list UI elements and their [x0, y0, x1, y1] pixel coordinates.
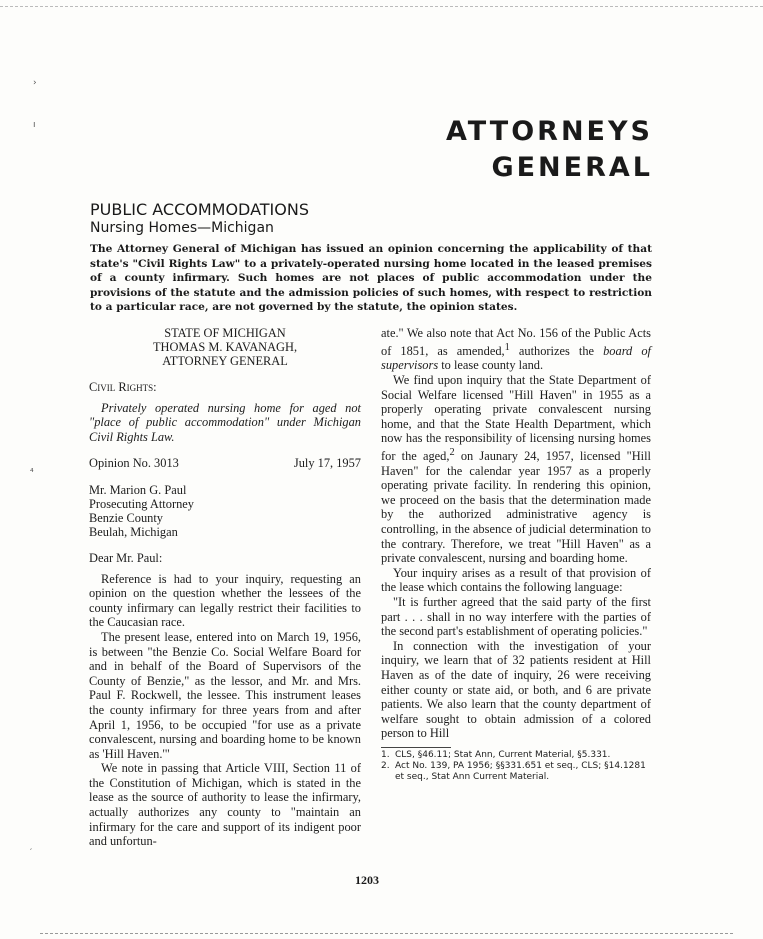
top-border: [0, 6, 763, 7]
body-paragraph: The present lease, entered into on March 19, 1956, is between "the Benzie Co. Social Welfare Board for and in behalf of the Board of Supervisors of the County of Benzie," as the lessor, and Mr. and Mrs. Paul F. Rockwell, the lessee. This instrument leases the county infirmary for three years from and after April 1, 1956, to be occupied "for use as a private convalescent, nursing and boarding home to be known as 'Hill Haven.'": [89, 629, 361, 761]
bottom-border: [40, 933, 733, 934]
page-number: 1203: [355, 873, 379, 887]
section-heading: [90, 200, 650, 237]
left-column: [89, 326, 361, 849]
addressee-line: Prosecuting Attorney: [89, 496, 194, 511]
addressee-line: Beulah, Michigan: [89, 524, 178, 539]
paragraph-text: We find upon inquiry that the State Department of Social Welfare licensed "Hill Haven" in 1955 as a properly operating private convalescent nursing home, and that the State Health Department, which now has the responsibility of licensing nursing homes for the aged,: [381, 372, 651, 463]
addressee-line: Benzie County: [89, 510, 163, 525]
paragraph-text: authorizes the: [509, 343, 604, 358]
headnote: Privately operated nursing home for aged not "place of public accommodation" under Michigan Civil Rights Law.: [89, 400, 361, 444]
body-paragraph: Your inquiry arises as a result of that provision of the lease which contains the following language:: [381, 565, 651, 595]
addressee-line: Mr. Marion G. Paul: [89, 482, 187, 497]
footnote: [381, 761, 651, 783]
right-column: [381, 326, 651, 783]
paragraph-text: ate." We also note that Act No. 156 of the Public Acts of 1851, as amended,: [381, 326, 651, 358]
header-line-1: ATTORNEYS: [445, 116, 653, 147]
footnote-text: CLS, §46.11; Stat Ann, Current Material, §5.331.: [395, 749, 611, 760]
footnote-rule: [381, 747, 451, 748]
letterhead-line: THOMAS M. KAVANAGH,: [152, 340, 298, 354]
footnote: [381, 750, 651, 761]
scan-mark: ı: [33, 120, 36, 130]
body-paragraph: We note in passing that Article VIII, Section 11 of the Constitution of Michigan, which is stated in the lease as the source of authority to lease the infirmary, actually authorizes any county to "maintain an infirmary for the care and support of its indigent poor and unfortun-: [89, 761, 361, 849]
footnote-text: Act No. 139, PA 1956; §§331.651 et seq., CLS; §14.1281 et seq., Stat Ann Current Material.: [395, 760, 646, 782]
letterhead-line: ATTORNEY GENERAL: [162, 354, 288, 368]
paragraph-text: on Jaunary 24, 1957, licensed "Hill Haven" for the calendar year 1957 as a properly operating private facility. In rendering this opinion, we proceed on the basis that the determination made by the authorized administrative agency is controlling, in the absence of judicial determination to the contrary. Therefore, we treat "Hill Haven" as a private convalescent, nursing and boarding home.: [381, 449, 651, 566]
salutation: Dear Mr. Paul:: [89, 550, 163, 565]
section-subtitle: Nursing Homes—Michigan: [90, 220, 274, 236]
section-title: PUBLIC ACCOMMODATIONS: [90, 200, 309, 219]
body-paragraph: [381, 373, 651, 566]
footnote-ref: 1: [504, 341, 510, 353]
addressee-block: [89, 483, 361, 539]
body-paragraph: Reference is had to your inquiry, requesting an opinion on the question whether the lessees of the county infirmary can legally restrict their facilities to the Caucasian race.: [89, 571, 361, 630]
summary-paragraph: The Attorney General of Michigan has issued an opinion concerning the applicability of that state's "Civil Rights Law" to a privately-operated nursing home located in the leased premises of a county infirmary. Such homes are not places of public accommodation under the provisions of the statute and the admission policies of such homes, with respect to restriction to a particular race, are not governed by the statute, the opinion states.: [90, 243, 652, 313]
paragraph-text: to lease county land.: [438, 358, 544, 373]
header-line-2: GENERAL: [491, 152, 653, 183]
emphasis-text: board of supervisors: [381, 343, 651, 373]
letterhead: [89, 326, 361, 368]
scan-mark: ′: [30, 848, 33, 858]
opinion-date: July 17, 1957: [293, 456, 361, 471]
footnote-number: 1.: [381, 749, 390, 760]
scan-mark: ⁴: [30, 468, 34, 478]
block-quote: "It is further agreed that the said party of the first part . . . shall in no way interfere with the parties of the second part's establishment of operating policies.": [381, 594, 651, 639]
footnote-ref: 2: [449, 446, 455, 458]
page-header: [446, 114, 653, 186]
scan-mark: ›: [33, 78, 37, 88]
opinion-line: [89, 456, 361, 471]
body-paragraph: In connection with the investigation of your inquiry, we learn that of 32 patients resident at Hill Haven as of the date of inquiry, 26 were receiving either county or state aid, or both, and 6 are private patients. We also learn that the county department of welfare sought to obtain admission of a colored person to Hill: [381, 638, 651, 741]
subject-label: Civil Rights:: [89, 380, 157, 394]
letterhead-line: STATE OF MICHIGAN: [164, 326, 286, 340]
body-paragraph: [381, 326, 651, 373]
footnote-number: 2.: [381, 760, 390, 771]
opinion-number: Opinion No. 3013: [89, 456, 179, 471]
